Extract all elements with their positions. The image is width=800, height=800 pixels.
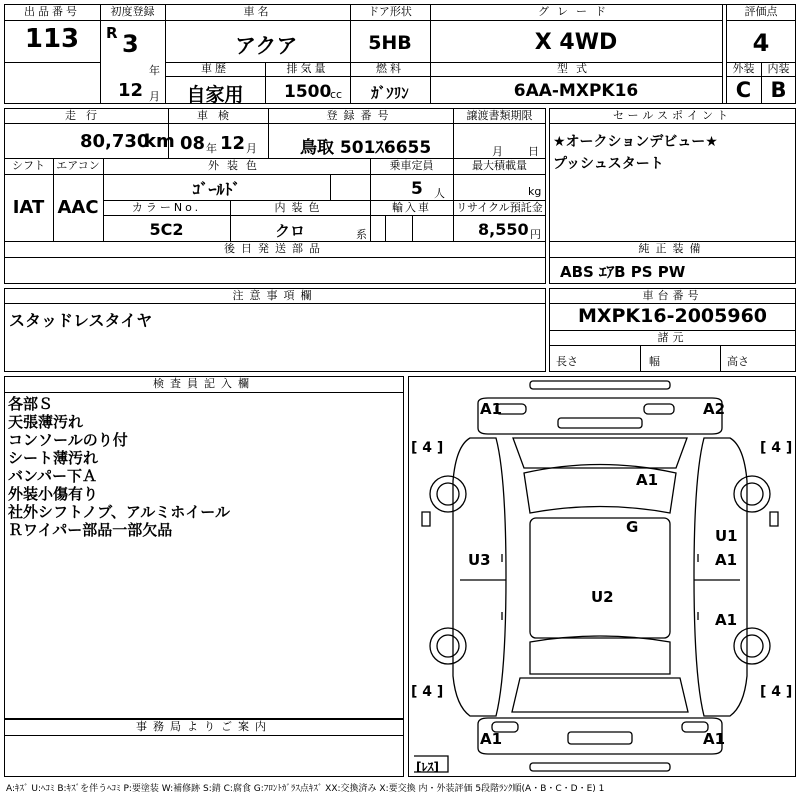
mark-front-left: A1 <box>480 400 503 418</box>
inspection-year: 08 <box>180 133 206 154</box>
mark-right-side-a1: A1 <box>715 551 738 569</box>
max-load-label: 最大積載量 <box>472 159 527 172</box>
inspector-line: コンソールのり付 <box>8 431 128 449</box>
exterior-color: ｺﾞｰﾙﾄﾞ <box>192 180 241 199</box>
interior-color-label: 内装色 <box>274 201 326 214</box>
divider <box>549 303 796 304</box>
mileage-label: 走行 <box>65 109 107 122</box>
divider <box>412 215 413 241</box>
inspector-line: 外装小傷有り <box>8 485 99 503</box>
month-unit: 月 <box>149 90 160 103</box>
spare-tire: [ﾚｽ] <box>416 760 439 774</box>
mileage: 80,730 <box>80 131 150 152</box>
wheel-rear-right-inner <box>741 635 763 657</box>
sales-point-1: ★オークションデビュー★ <box>553 134 718 150</box>
divider <box>4 123 546 124</box>
grade: X 4WD <box>534 30 618 55</box>
car-name-label: 車名 <box>243 5 272 18</box>
car-diagram <box>408 376 796 777</box>
inspection-label: 車検 <box>197 109 239 122</box>
inspector-line: シート薄汚れ <box>8 449 99 467</box>
divider <box>4 174 546 175</box>
tire-depth-front-left: [ 4 ] <box>411 440 444 456</box>
displacement-label: 排気量 <box>286 62 329 75</box>
mark-right-side-u1: U1 <box>715 527 738 545</box>
right-body-side <box>694 438 747 716</box>
inspector-line: 社外シフトノブ、アルミホイール <box>8 503 231 521</box>
divider <box>722 4 723 104</box>
lot-label: 出品番号 <box>24 5 80 18</box>
inspector-line: バンパー下Ａ <box>8 467 97 485</box>
grille <box>558 418 642 428</box>
wheel-front-right-inner <box>741 483 763 505</box>
divider <box>385 215 386 241</box>
interior-grade: B <box>770 78 787 102</box>
air-conditioner: AAC <box>57 197 99 218</box>
divider <box>4 392 404 393</box>
equipment-label: 純正装備 <box>638 242 707 255</box>
chassis-label: 車台番号 <box>642 289 703 302</box>
tailgate <box>512 678 688 712</box>
shift-label: シフト <box>12 159 45 172</box>
rear-glass <box>530 636 670 674</box>
inspector-line: 各部Ｓ <box>8 395 54 413</box>
divider <box>4 20 100 21</box>
divider <box>165 76 722 77</box>
caution-label: 注意事項欄 <box>232 289 318 302</box>
wheel-front-right <box>734 476 770 512</box>
model: 6AA-MXPK16 <box>513 81 639 101</box>
year-unit: 年 <box>149 64 160 77</box>
history-label: 車歴 <box>201 62 229 75</box>
length-label: 長さ <box>556 355 578 368</box>
tire-depth-rear-right: [ 4 ] <box>760 684 793 700</box>
first-reg-label: 初度登録 <box>110 5 155 18</box>
divider <box>4 62 100 63</box>
interior-label: 内装 <box>767 62 790 75</box>
headlight-right <box>644 404 674 414</box>
divider <box>549 123 796 124</box>
sales-points-label: セールスポイント <box>612 109 732 122</box>
height-label: 高さ <box>727 355 749 368</box>
mark-floor: U2 <box>591 588 614 606</box>
displacement: 1500 <box>284 82 332 102</box>
wheel-front-left <box>430 476 466 512</box>
first-reg-year: 3 <box>122 30 139 58</box>
inspector-line: Ｒワイパー部品一部欠品 <box>8 521 173 539</box>
history: 自家用 <box>186 84 244 106</box>
color-no-label: カラーNo. <box>131 201 202 214</box>
damage-legend: A:ｷｽﾞ U:ﾍｺﾐ B:ｷｽﾞを伴うﾍｺﾐ P:要塗装 W:補修跡 S:錆 C:腐食 G:ﾌﾛﾝﾄｶﾞﾗｽ点ｷｽﾞ XX:交換済み X:要交換 内・外装評価 5段階ﾗﾝｸ順(A・B・C・D・E) 1 <box>6 784 605 794</box>
capacity: 5 <box>411 179 423 199</box>
left-body-side <box>453 438 506 716</box>
fuel-label: 燃料 <box>376 62 404 75</box>
capacity-unit: 人 <box>434 187 445 200</box>
interior-color: クロ <box>274 222 305 240</box>
specs-label: 諸元 <box>657 331 688 344</box>
displacement-unit: cc <box>330 88 343 101</box>
exterior-grade: C <box>735 78 752 102</box>
hood <box>513 438 687 468</box>
recycle-label: リサイクル預託金 <box>456 201 543 214</box>
year-unit: 年 <box>206 142 217 155</box>
mileage-unit: km <box>144 131 175 152</box>
later-parts-label: 後日発送部品 <box>224 242 326 255</box>
rear-bumper <box>478 718 722 754</box>
divider <box>103 215 546 216</box>
transfer-deadline-label: 譲渡書類期限 <box>466 109 533 122</box>
transfer-day-unit: 日 <box>528 145 539 158</box>
shift: IAT <box>12 197 45 218</box>
wheel-front-left-inner <box>437 483 459 505</box>
divider <box>549 345 796 346</box>
caution-text: スタッドレスタイヤ <box>9 311 153 330</box>
mark-rear-left: A1 <box>480 730 503 748</box>
wheel-rear-left <box>430 628 466 664</box>
equipment: ABS ｴｱB PS PW <box>560 263 686 281</box>
tire-depth-rear-left: [ 4 ] <box>411 684 444 700</box>
color-no: 5C2 <box>149 220 184 239</box>
interior-color-unit: 系 <box>356 228 367 241</box>
door-label: ドア形状 <box>368 5 412 18</box>
divider <box>4 735 404 736</box>
first-reg-month: 12 <box>118 80 144 101</box>
era: R <box>106 24 118 42</box>
mark-front-right: A2 <box>703 400 726 418</box>
sales-point-2: プッシュスタート <box>553 156 664 172</box>
divider <box>726 20 796 21</box>
tire-depth-front-right: [ 4 ] <box>760 440 793 456</box>
door-type: 5HB <box>368 32 412 54</box>
capacity-label: 乗車定員 <box>389 159 434 172</box>
inspector-line: 天張薄汚れ <box>8 413 84 431</box>
rear-bumper-bar <box>530 763 670 771</box>
mark-left-side: U3 <box>468 551 491 569</box>
divider <box>100 20 722 21</box>
office-label: 事務局よりご案内 <box>136 720 272 733</box>
import-label: 輸入車 <box>392 201 431 214</box>
mark-right-rear: A1 <box>715 611 738 629</box>
month-unit: 月 <box>246 142 257 155</box>
license-plate-area <box>568 732 632 744</box>
divider <box>4 303 546 304</box>
recycle-deposit: 8,550 <box>478 220 529 239</box>
divider <box>720 345 721 372</box>
mark-rear-right: A1 <box>703 730 726 748</box>
divider <box>330 174 331 200</box>
mirror-right <box>770 512 778 526</box>
fuel: ｶﾞｿﾘﾝ <box>371 84 409 102</box>
registration-number: 鳥取 501ｽ6655 <box>300 138 432 158</box>
divider <box>549 257 796 258</box>
mark-glass: G <box>626 518 639 536</box>
score: 4 <box>752 29 770 57</box>
model-label: 型式 <box>557 62 595 75</box>
mirror-left <box>422 512 430 526</box>
inspector-label: 検査員記入欄 <box>153 377 255 390</box>
chassis-number: MXPK16-2005960 <box>577 305 768 327</box>
inspection-month: 12 <box>220 133 246 154</box>
lot-number: 113 <box>24 24 80 54</box>
max-load-unit: kg <box>528 185 542 198</box>
recycle-unit: 円 <box>530 228 541 241</box>
mark-roof: A1 <box>636 471 659 489</box>
divider <box>4 257 546 258</box>
exterior-label: 外装 <box>732 62 755 75</box>
car-name: アクア <box>235 34 298 58</box>
width-label: 幅 <box>649 355 660 368</box>
divider <box>640 345 641 372</box>
roof <box>530 518 670 638</box>
divider <box>100 4 101 104</box>
front-bumper-bar <box>530 381 670 389</box>
wheel-rear-left-inner <box>437 635 459 657</box>
score-label: 評価点 <box>744 5 778 18</box>
grade-label: グレード <box>538 5 614 18</box>
transfer-month-unit: 月 <box>492 145 503 158</box>
reg-no-label: 登録番号 <box>326 109 395 122</box>
ac-label: エアコン <box>56 159 100 172</box>
exterior-color-label: 外装色 <box>208 159 265 172</box>
wheel-rear-right <box>734 628 770 664</box>
